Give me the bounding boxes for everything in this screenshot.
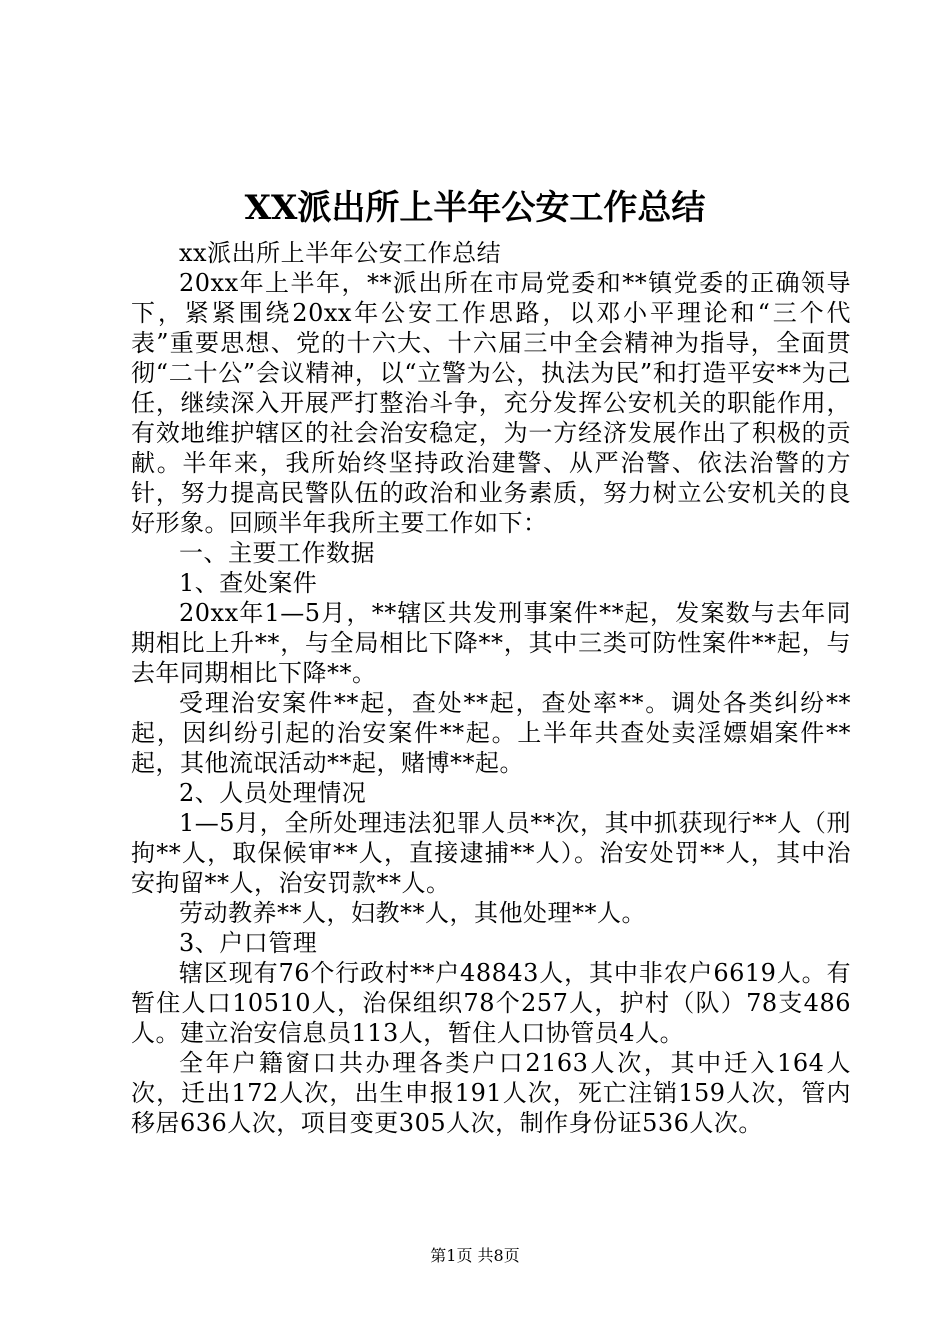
paragraph-intro: 20xx年上半年，**派出所在市局党委和**镇党委的正确领导下，紧紧围绕20xx年公安工作思路，以邓小平理论和“三个代表”重要思想、党的十六大、十六届三中全会精神为指导，全面贯彻“二十公”会议精神，以“立警为公，执法为民”和打造平安**为己任，继续深入开展严打整治斗争，充分发挥公安机关的职能作用，有效地维护辖区的社会治安稳定，为一方经济发展作出了积极的贡献。半年来，我所始终坚持政治建警、从严治警、依法治警的方针，努力提高民警队伍的政治和业务素质，努力树立公安机关的良好形象。回顾半年我所主要工作如下： xyxy=(131,269,851,537)
paragraph-household-services: 全年户籍窗口共办理各类户口2163人次，其中迁入164人次，迁出172人次，出生申报191人次，死亡注销159人次，管内移居636人次，项目变更305人次，制作身份证536人次。 xyxy=(131,1049,851,1137)
document-title: XX派出所上半年公安工作总结 xyxy=(244,188,706,228)
page-footer: 第1页 共8页 xyxy=(430,1246,520,1265)
paragraph-personnel-handling: 1—5月，全所处理违法犯罪人员**次，其中抓获现行**人（刑拘**人，取保候审**人，直接逮捕**人）。治安处罚**人，其中治安拘留**人，治安罚款**人。 xyxy=(131,809,851,897)
subsection-heading-cases: 1、查处案件 xyxy=(179,569,318,597)
paragraph-household-population: 辖区现有76个行政村**户48843人，其中非农户6619人。有暂住人口10510人，治保组织78个257人，护村（队）78支486人。建立治安信息员113人，暂住人口协管员4人。 xyxy=(131,959,851,1047)
paragraph-criminal-cases: 20xx年1—5月，**辖区共发刑事案件**起，发案数与去年同期相比上升**，与全局相比下降**，其中三类可防性案件**起，与去年同期相比下降**。 xyxy=(131,599,851,687)
subsection-heading-household: 3、户口管理 xyxy=(179,929,318,957)
paragraph-subtitle: xx派出所上半年公安工作总结 xyxy=(179,239,502,267)
paragraph-public-security-cases: 受理治安案件**起，查处**起，查处率**。调处各类纠纷**起，因纠纷引起的治安案件**起。上半年共查处卖淫嫖娼案件**起，其他流氓活动**起，赌博**起。 xyxy=(131,689,851,777)
section-heading-main-data: 一、主要工作数据 xyxy=(179,539,375,567)
document-body xyxy=(131,238,851,1138)
subsection-heading-personnel: 2、人员处理情况 xyxy=(179,779,367,807)
paragraph-reeducation: 劳动教养**人，妇教**人，其他处理**人。 xyxy=(179,899,646,927)
